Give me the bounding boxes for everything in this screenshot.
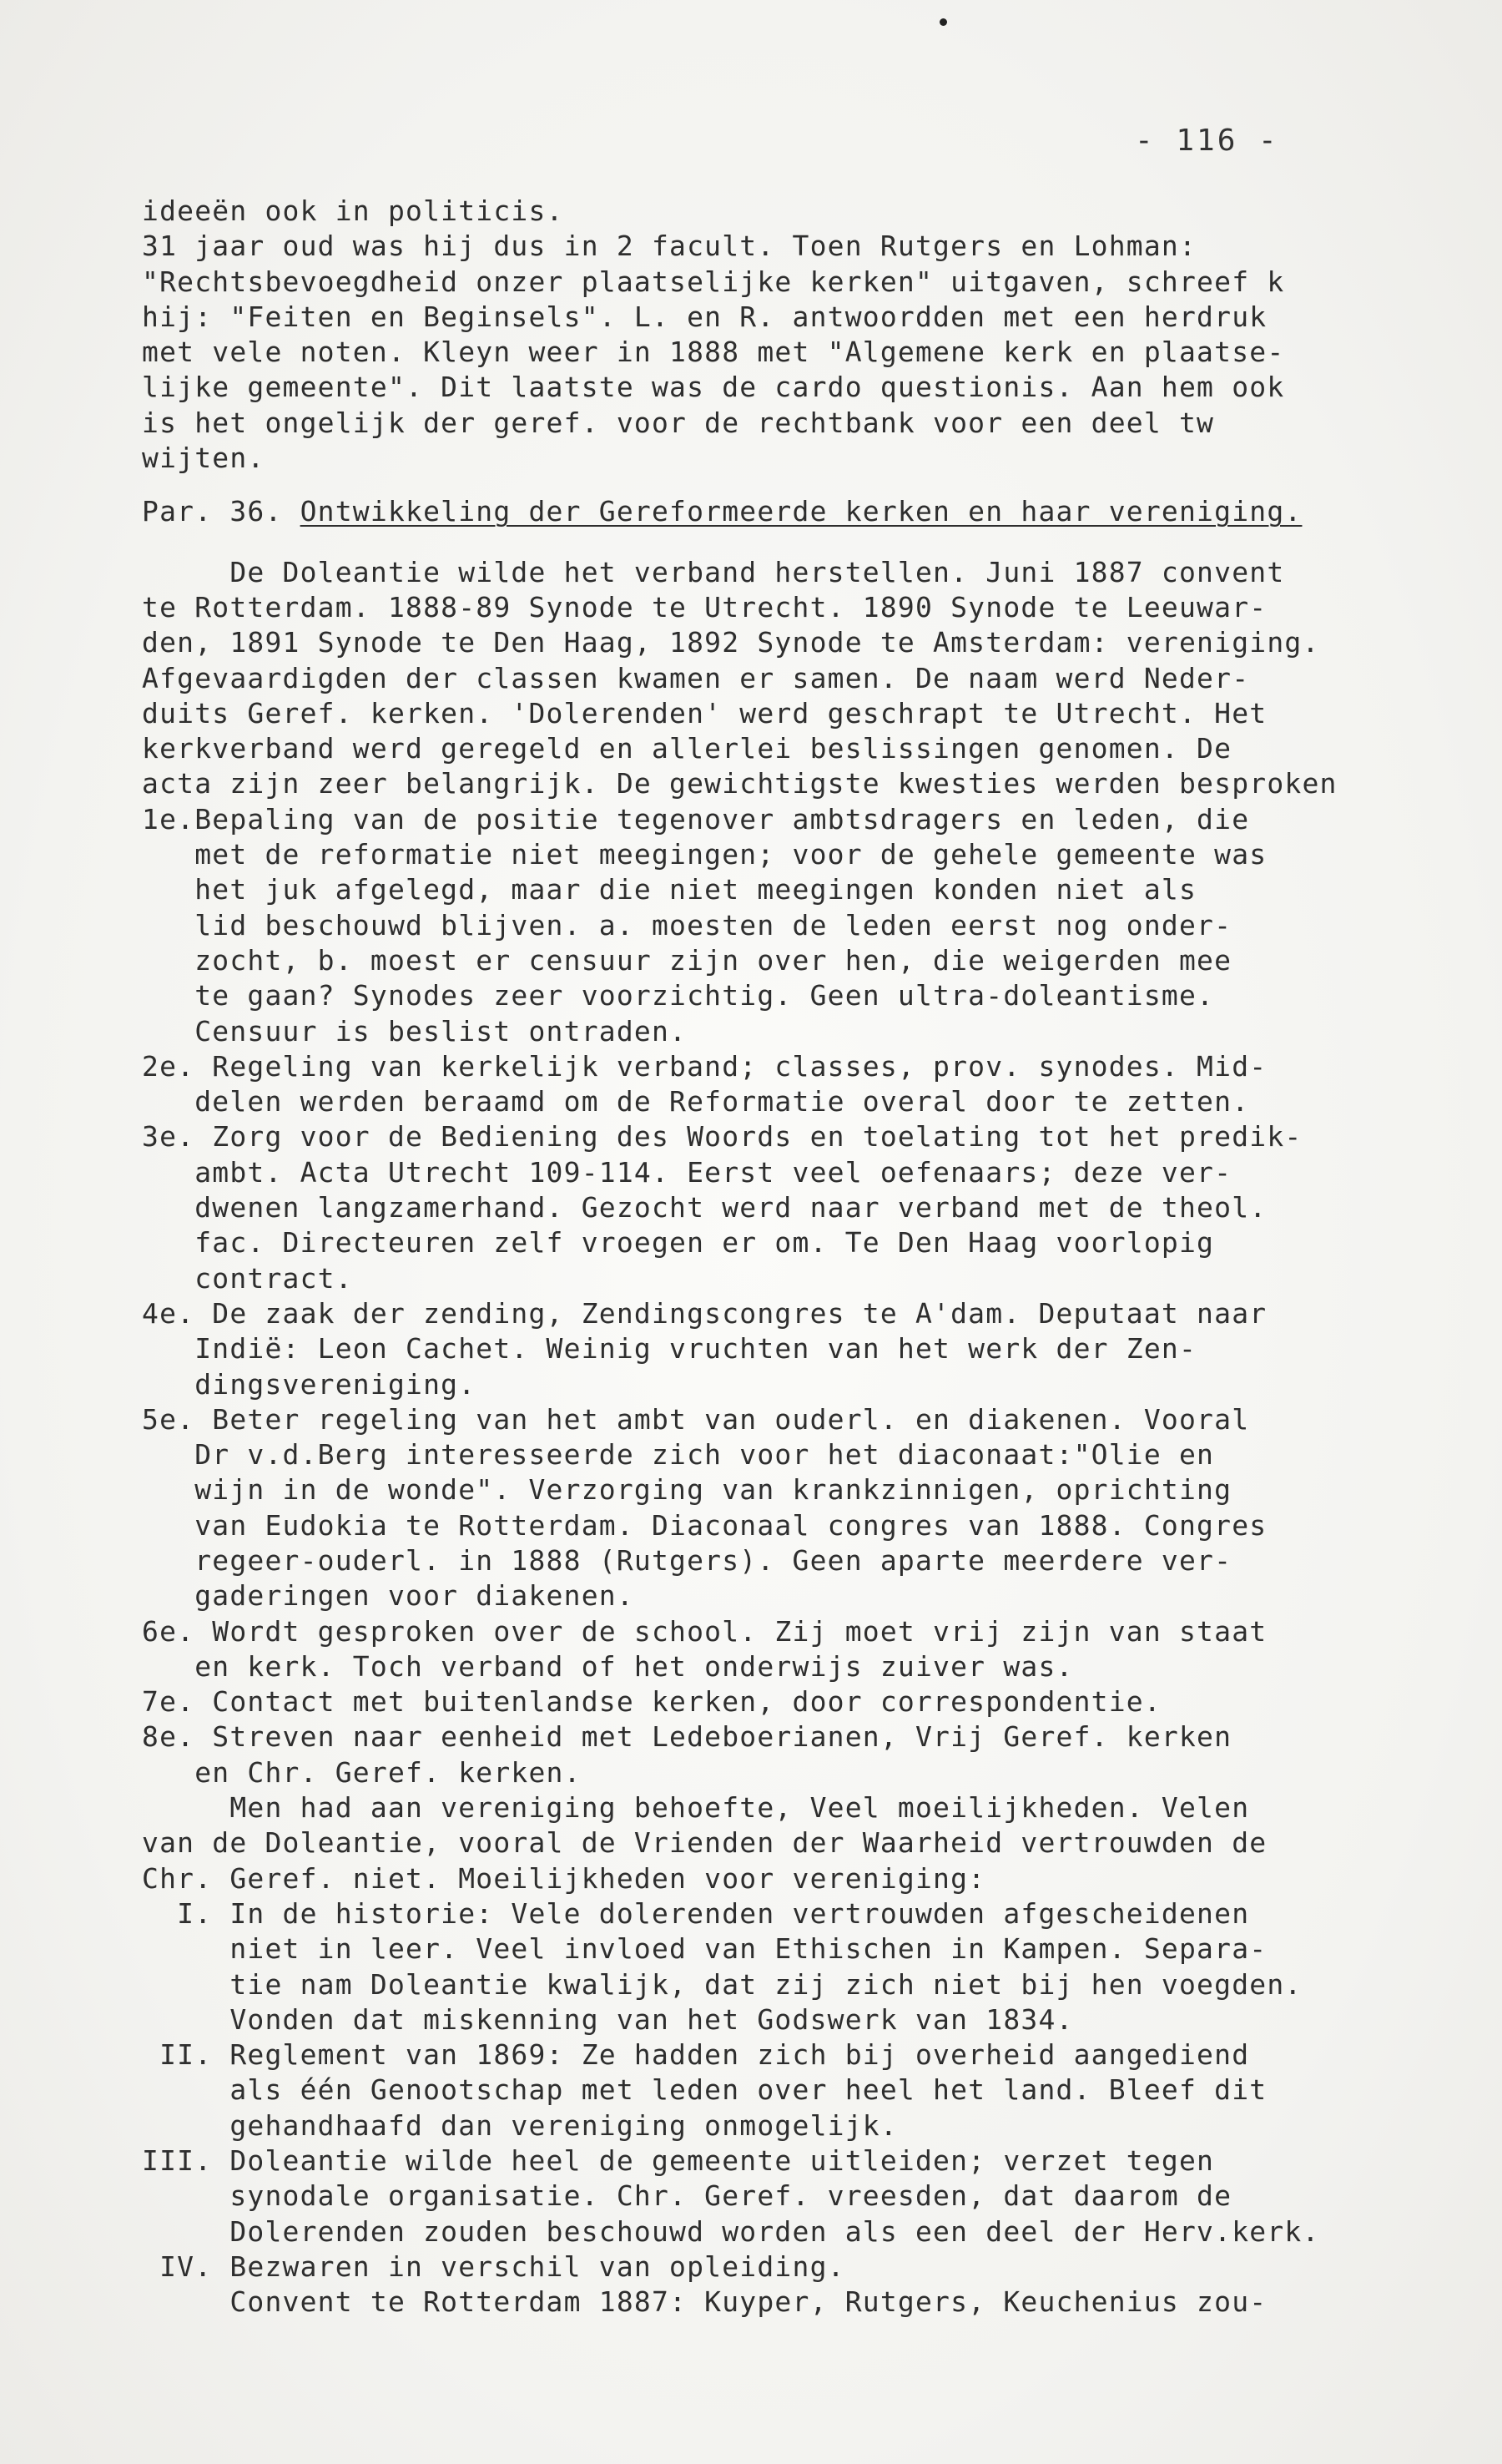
text-line — [142, 1119, 1494, 1154]
line-text: 6e. Wordt gesproken over de school. Zij moet vrij zijn van staat — [142, 1614, 1268, 1648]
text-line — [142, 406, 1494, 441]
text-line — [142, 1684, 1494, 1719]
text-line — [142, 1614, 1494, 1649]
text-line — [142, 335, 1494, 370]
text-line — [142, 625, 1494, 660]
text-line — [142, 229, 1494, 264]
text-line — [142, 731, 1494, 766]
line-text: acta zijn zeer belangrijk. De gewichtigste kwesties werden besproken — [142, 767, 1338, 800]
line-text: Men had aan vereniging behoefte, Veel moeilijkheden. Velen — [142, 1791, 1250, 1825]
text-line — [142, 872, 1494, 907]
line-text: hij: "Feiten en Beginsels". L. en R. antwoordden met een herdruk — [142, 300, 1268, 333]
text-line — [142, 2108, 1494, 2143]
line-text: te Rotterdam. 1888-89 Synode te Utrecht. 1890 Synode te Leeuwar- — [142, 590, 1268, 624]
line-text: regeer-ouderl. in 1888 (Rutgers). Geen aparte meerdere ver- — [142, 1543, 1232, 1577]
line-text: 31 jaar oud was hij dus in 2 facult. Toen Rutgers en Lohman: — [142, 230, 1197, 263]
text-line — [142, 2179, 1494, 2214]
text-line — [142, 1014, 1494, 1049]
line-text: 8e. Streven naar eenheid met Ledeboerianen, Vrij Geref. kerken — [142, 1720, 1232, 1754]
text-line — [142, 300, 1494, 335]
line-text: "Rechtsbevoegdheid onzer plaatselijke kerken" uitgaven, schreef k — [142, 265, 1285, 298]
text-line — [142, 590, 1494, 625]
line-text: Par. 36. — [142, 495, 300, 528]
line-text: niet in leer. Veel invloed van Ethischen in Kampen. Separa- — [142, 1932, 1268, 1966]
text-line — [142, 2249, 1494, 2285]
text-line — [142, 1543, 1494, 1578]
line-text: lid beschouwd blijven. a. moesten de leden eerst nog onder- — [142, 908, 1232, 942]
line-text: fac. Directeuren zelf vroegen er om. Te Den Haag voorlopig — [142, 1226, 1215, 1260]
line-text: met vele noten. Kleyn weer in 1888 met "Algemene kerk en plaatse- — [142, 336, 1285, 369]
ink-dot — [940, 18, 947, 26]
text-line — [142, 1896, 1494, 1931]
line-text: Afgevaardigden der classen kwamen er samen. De naam werd Neder- — [142, 661, 1250, 694]
line-text: met de reformatie niet meegingen; voor de gehele gemeente was — [142, 838, 1268, 871]
text-line — [142, 1402, 1494, 1437]
text-line — [142, 802, 1494, 837]
line-text: Censuur is beslist ontraden. — [142, 1014, 688, 1048]
text-line — [142, 1472, 1494, 1507]
text-line — [142, 837, 1494, 872]
text-line — [142, 1931, 1494, 1967]
line-text: Vonden dat miskenning van het Godswerk van 1834. — [142, 2002, 1074, 2036]
text-line — [142, 1790, 1494, 1825]
line-text: Indië: Leon Cachet. Weinig vruchten van het werk der Zen- — [142, 1332, 1197, 1366]
line-text: De Doleantie wilde het verband herstellen. Juni 1887 convent — [142, 555, 1285, 588]
text-line — [142, 1225, 1494, 1260]
line-text: tie nam Doleantie kwalijk, dat zij zich niet bij hen voegden. — [142, 1967, 1303, 2001]
text-line — [142, 1190, 1494, 1225]
text-line — [142, 1331, 1494, 1366]
line-text: Dr v.d.Berg interesseerde zich voor het diaconaat:"Olie en — [142, 1438, 1215, 1472]
line-text: IV. Bezwaren in verschil van opleiding. — [142, 2249, 845, 2283]
line-text: III. Doleantie wilde heel de gemeente uitleiden; verzet tegen — [142, 2144, 1215, 2178]
text-line — [142, 1861, 1494, 1896]
line-text: 2e. Regeling van kerkelijk verband; classes, prov. synodes. Mid- — [142, 1049, 1268, 1083]
text-line — [142, 766, 1494, 801]
line-text: ideeën ook in politicis. — [142, 194, 564, 227]
text-line — [142, 1578, 1494, 1613]
line-text: delen werden beraamd om de Reformatie overal door te zetten. — [142, 1085, 1250, 1118]
text-line — [142, 2285, 1494, 2320]
text-line — [142, 1261, 1494, 1296]
line-text: zocht, b. moest er censuur zijn over hen, die weigerden mee — [142, 943, 1232, 977]
line-text: 5e. Beter regeling van het ambt van ouderl. en diakenen. Vooral — [142, 1402, 1250, 1436]
text-line — [142, 1719, 1494, 1755]
text-line — [142, 1296, 1494, 1331]
section-title: Ontwikkeling der Gereformeerde kerken en haar vereniging. — [300, 495, 1303, 528]
line-text: ambt. Acta Utrecht 109-114. Eerst veel oefenaars; deze ver- — [142, 1155, 1232, 1189]
line-text: het juk afgelegd, maar die niet meegingen konden niet als — [142, 873, 1197, 906]
line-text: den, 1891 Synode te Den Haag, 1892 Synode te Amsterdam: vereniging. — [142, 626, 1320, 659]
line-text: dwenen langzamerhand. Gezocht werd naar verband met de theol. — [142, 1191, 1268, 1224]
line-text: contract. — [142, 1261, 353, 1295]
line-text: als één Genootschap met leden over heel het land. Bleef dit — [142, 2073, 1268, 2107]
text-line — [142, 370, 1494, 405]
line-text: Chr. Geref. niet. Moeilijkheden voor vereniging: — [142, 1861, 986, 1895]
text-line — [142, 2073, 1494, 2108]
text-line — [142, 696, 1494, 731]
text-line — [142, 1049, 1494, 1084]
text-line — [142, 194, 1494, 229]
line-text: wijn in de wonde". Verzorging van krankzinnigen, oprichting — [142, 1473, 1232, 1507]
line-text: I. In de historie: Vele dolerenden vertrouwden afgescheidenen — [142, 1896, 1250, 1930]
line-text: lijke gemeente". Dit laatste was de cardo questionis. Aan hem ook — [142, 371, 1285, 404]
line-text: dingsvereniging. — [142, 1367, 476, 1401]
text-line — [142, 1084, 1494, 1119]
line-text: van Eudokia te Rotterdam. Diaconaal congres van 1888. Congres — [142, 1508, 1268, 1542]
line-text: 3e. Zorg voor de Bediening des Woords en toelating tot het predik- — [142, 1120, 1303, 1154]
line-text: II. Reglement van 1869: Ze hadden zich bij overheid aangediend — [142, 2038, 1250, 2072]
section-heading — [142, 494, 1494, 529]
line-text: van de Doleantie, vooral de Vrienden der Waarheid vertrouwden de — [142, 1826, 1268, 1860]
document-body — [142, 194, 1494, 2320]
text-line — [142, 2002, 1494, 2037]
line-text: wijten. — [142, 442, 265, 475]
text-line — [142, 1755, 1494, 1790]
text-line — [142, 265, 1494, 300]
line-text: gehandhaafd dan vereniging onmogelijk. — [142, 2108, 898, 2142]
line-text: duits Geref. kerken. 'Dolerenden' werd geschrapt te Utrecht. Het — [142, 696, 1268, 730]
text-line — [142, 943, 1494, 978]
text-line — [142, 2214, 1494, 2249]
line-text: en Chr. Geref. kerken. — [142, 1755, 582, 1789]
line-text: Convent te Rotterdam 1887: Kuyper, Rutgers, Keuchenius zou- — [142, 2285, 1268, 2319]
text-line — [142, 1155, 1494, 1190]
text-line — [142, 661, 1494, 696]
line-text: kerkverband werd geregeld en allerlei beslissingen genomen. De — [142, 732, 1232, 765]
line-text: 1e.Bepaling van de positie tegenover ambtsdragers en leden, die — [142, 802, 1250, 836]
line-text: 4e. De zaak der zending, Zendingscongres te A'dam. Deputaat naar — [142, 1296, 1268, 1330]
text-line — [142, 555, 1494, 590]
text-line — [142, 908, 1494, 943]
text-line — [142, 2143, 1494, 2179]
line-text: synodale organisatie. Chr. Geref. vreesden, dat daarom de — [142, 2179, 1232, 2213]
line-text: 7e. Contact met buitenlandse kerken, door correspondentie. — [142, 1685, 1162, 1719]
text-line — [142, 1367, 1494, 1402]
line-text: te gaan? Synodes zeer voorzichtig. Geen ultra-doleantisme. — [142, 979, 1215, 1012]
text-line — [142, 2037, 1494, 2073]
text-line — [142, 441, 1494, 476]
text-line — [142, 1508, 1494, 1543]
line-text: en kerk. Toch verband of het onderwijs zuiver was. — [142, 1649, 1074, 1683]
line-text: Dolerenden zouden beschouwd worden als een deel der Herv.kerk. — [142, 2214, 1320, 2248]
line-text: gaderingen voor diakenen. — [142, 1579, 634, 1613]
line-text: is het ongelijk der geref. voor de rechtbank voor een deel tw — [142, 406, 1215, 439]
text-line — [142, 1437, 1494, 1472]
text-line — [142, 1649, 1494, 1684]
text-line — [142, 1967, 1494, 2002]
page-number: - 116 - — [1135, 124, 1279, 158]
text-line — [142, 978, 1494, 1013]
text-line — [142, 1825, 1494, 1861]
